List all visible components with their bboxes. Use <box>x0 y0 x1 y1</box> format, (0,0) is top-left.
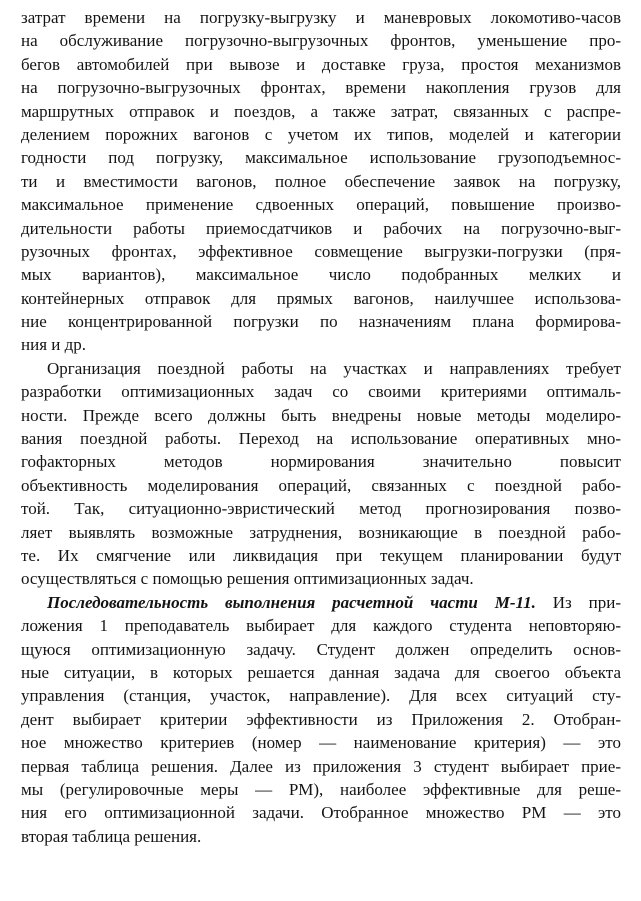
text-line: ности. Прежде всего должны быть внедрены новые методы моделиро- <box>21 405 621 425</box>
paragraph-1 <box>21 6 621 357</box>
text-line: бегов автомобилей при вывозе и доставке груза, простоя механизмов <box>21 54 621 74</box>
text-line: дительности работы приемосдатчиков и рабочих на погрузочно-выг- <box>21 218 621 238</box>
text-line: ние концентрированной погрузки по назначениям плана формирова- <box>21 312 621 332</box>
text-line: вторая таблица решения. <box>21 826 202 846</box>
text-line: Организация поездной работы на участках и направлениях требует <box>47 358 621 378</box>
text-line: затрат времени на погрузку-выгрузку и маневровых локомотиво-часов <box>21 8 621 27</box>
text-line: годности под погрузку, максимальное использование грузоподъемнос- <box>21 148 621 168</box>
text-line: на обслуживание погрузочно-выгрузочных фронтов, уменьшение про- <box>21 31 621 51</box>
text-line: той. Так, ситуационно-эвристический метод прогнозирования позво- <box>21 499 621 519</box>
text-line: максимальное применение сдвоенных операций, повышение произво- <box>21 195 621 215</box>
text-run: Из при- <box>535 592 621 612</box>
text-line: дент выбирает критерии эффективности из Приложения 2. Отобран- <box>21 709 621 729</box>
paragraph-2 <box>21 357 621 591</box>
text-line <box>21 591 621 614</box>
text-line: контейнерных отправок для прямых вагонов, наилучшее использова- <box>21 288 621 308</box>
text-line: вания поездной работы. Переход на использование оперативных мно- <box>21 429 621 449</box>
text-line: ные ситуации, в которых решается данная задача для своегоо объекта <box>21 662 621 682</box>
text-line: на погрузочно-выгрузочных фронтах, времени накопления грузов для <box>21 78 621 98</box>
text-line: ное множество критериев (номер — наименование критерия) — это <box>21 733 621 753</box>
text-line: ляет выявлять возможные затруднения, возникающие в поездной рабо- <box>21 522 621 542</box>
document-page <box>21 6 621 848</box>
text-line: ложения 1 преподаватель выбирает для каждого студента неповторяю- <box>21 616 621 636</box>
text-line: управления (станция, участок, направление). Для всех ситуаций сту- <box>21 686 621 706</box>
text-line: ния его оптимизационной задачи. Отобранное множество РМ — это <box>21 803 621 823</box>
text-line: мых вариантов), максимальное число подобранных мелких и <box>21 265 621 285</box>
text-line: те. Их смягчение или ликвидация при текущем планировании будут <box>21 545 621 565</box>
text-line: делением порожних вагонов с учетом их типов, моделей и категории <box>21 124 621 144</box>
section-heading: Последовательность выполнения расчетной части М-11. <box>47 592 536 612</box>
text-line: гофакторных методов нормирования значительно повысит <box>21 452 621 472</box>
text-line: ния и др. <box>21 335 87 355</box>
text-line: щуюся оптимизационную задачу. Студент должен определить основ- <box>21 639 621 659</box>
text-line: маршрутных отправок и поездов, а также затрат, связанных с распре- <box>21 101 621 121</box>
paragraph-3 <box>21 591 621 848</box>
text-line: объективность моделирования операций, связанных с поездной рабо- <box>21 475 621 495</box>
text-line: разработки оптимизационных задач со своими критериями оптималь- <box>21 382 621 402</box>
text-line: осуществляться с помощью решения оптимизационных задач. <box>21 569 474 589</box>
text-line: ти и вместимости вагонов, полное обеспечение заявок на погрузку, <box>21 171 621 191</box>
text-line: первая таблица решения. Далее из приложения 3 студент выбирает прие- <box>21 756 621 776</box>
text-line: рузочных фронтах, эффективное совмещение выгрузки-погрузки (пря- <box>21 241 621 261</box>
text-line: мы (регулировочные меры — РМ), наиболее эффективные для реше- <box>21 779 621 799</box>
